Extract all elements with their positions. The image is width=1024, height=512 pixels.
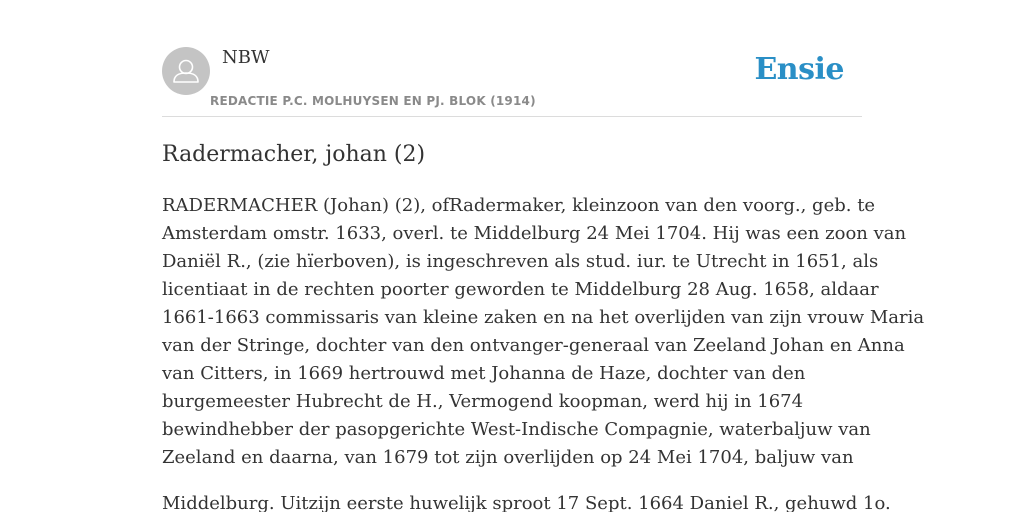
author-name[interactable]: NBW (222, 47, 270, 68)
text-line: licentiaat in de rechten poorter geworden te Middelburg 28 Aug. 1658, aldaar (162, 279, 879, 300)
entry-body (162, 192, 925, 512)
entry-paragraph-2 (162, 490, 891, 512)
text-line: bewindhebber der pasopgerichte West-Indische Compagnie, waterbaljuw van (162, 419, 871, 440)
author-subtitle: REDACTIE P.C. MOLHUYSEN EN PJ. BLOK (1914) (210, 94, 536, 108)
text-line: 1661-1663 commissaris van kleine zaken en na het overlijden van zijn vrouw Maria (162, 307, 925, 328)
entry-header (162, 46, 862, 117)
entry-title: Radermacher, johan (2) (162, 142, 426, 167)
text-line: van Citters, in 1669 hertrouwd met Johanna de Haze, dochter van den (162, 363, 806, 384)
text-line: RADERMACHER (Johan) (2), ofRadermaker, kleinzoon van den voorg., geb. te (162, 195, 876, 216)
text-line: Middelburg. Uitzijn eerste huwelijk sproot 17 Sept. 1664 Daniel R., gehuwd 1o. (162, 493, 891, 512)
entry-paragraph-1 (162, 192, 925, 472)
text-line: Amsterdam omstr. 1633, overl. te Middelburg 24 Mei 1704. Hij was een zoon van (162, 223, 907, 244)
text-line: burgemeester Hubrecht de H., Vermogend koopman, werd hij in 1674 (162, 391, 804, 412)
text-line: Daniël R., (zie hïerboven), is ingeschreven als stud. iur. te Utrecht in 1651, als (162, 251, 879, 272)
text-line: Zeeland en daarna, van 1679 tot zijn overlijden op 24 Mei 1704, baljuw van (162, 447, 854, 468)
ensie-logo-link[interactable]: Ensie (754, 52, 844, 87)
text-line: van der Stringe, dochter van den ontvanger-generaal van Zeeland Johan en Anna (162, 335, 905, 356)
user-avatar-icon[interactable] (162, 47, 210, 95)
